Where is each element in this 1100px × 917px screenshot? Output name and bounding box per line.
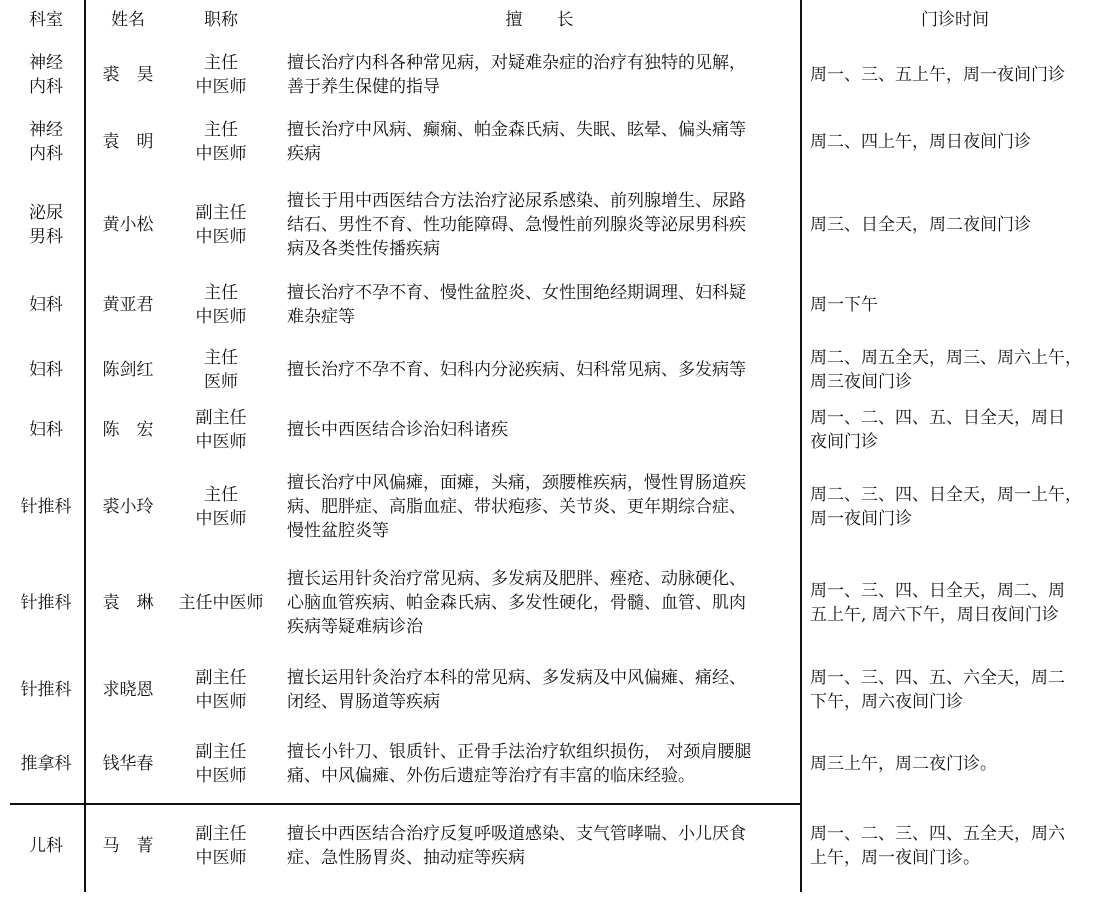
header-title: 职称 bbox=[204, 10, 238, 30]
hours-cell: 周二、四上午，周日夜间门诊 bbox=[810, 132, 1031, 152]
name-cell: 求晓恩 bbox=[102, 680, 154, 700]
title-cell: 主任 中医师 bbox=[195, 283, 247, 327]
specialty-cell: 擅长运用针灸治疗常见病、多发病及肥胖、痤疮、动脉硬化、 心脑血管疾病、帕金森氏病、多发性硬化，骨髓、血管、肌肉 疾病等疑难病诊治 bbox=[287, 569, 746, 637]
dept-cell: 针推科 bbox=[20, 593, 72, 613]
hours-cell: 周一下午 bbox=[810, 295, 878, 315]
name-cell: 裘 昊 bbox=[102, 65, 154, 85]
table-row bbox=[0, 814, 1100, 878]
table-row bbox=[0, 402, 1100, 458]
name-cell: 马 菁 bbox=[102, 836, 154, 856]
table-row bbox=[0, 658, 1100, 722]
title-cell: 主任 中医师 bbox=[195, 485, 247, 529]
header-name: 姓名 bbox=[111, 10, 145, 30]
table-row bbox=[0, 44, 1100, 106]
table-header bbox=[0, 2, 1100, 38]
dept-cell: 针推科 bbox=[20, 680, 72, 700]
hours-cell: 周三、日全天，周二夜间门诊 bbox=[810, 215, 1031, 235]
specialty-cell: 擅长中西医结合治疗反复呼吸道感染、支气管哮喘、小儿厌食 症、急性肠胃炎、抽动症等疾病 bbox=[287, 824, 746, 868]
hours-cell: 周二、三、四、日全天，周一上午， 周一夜间门诊 bbox=[810, 485, 1082, 529]
name-cell: 黄小松 bbox=[102, 215, 154, 235]
specialty-cell: 擅长治疗中风偏瘫，面瘫，头痛，颈腰椎疾病，慢性胃肠道疾 病、肥胖症、高脂血症、带状疱疹、关节炎、更年期综合症、 慢性盆腔炎等 bbox=[287, 473, 746, 541]
dept-cell: 神经 内科 bbox=[29, 120, 63, 164]
specialty-cell: 擅长中西医结合诊治妇科诸疾 bbox=[287, 420, 508, 440]
header-dept: 科室 bbox=[29, 10, 63, 30]
specialty-cell: 擅长治疗内科各种常见病，对疑难杂症的治疗有独特的见解， 善于养生保健的指导 bbox=[287, 53, 746, 97]
name-cell: 陈剑红 bbox=[102, 360, 154, 380]
hours-cell: 周一、三、四、日全天，周二、周 五上午, 周六下午，周日夜间门诊 bbox=[810, 581, 1065, 625]
header-specialty: 擅 长 bbox=[505, 10, 574, 30]
specialty-cell: 擅长治疗中风病、癫痫、帕金森氏病、失眠、眩晕、偏头痛等 疾病 bbox=[287, 120, 746, 164]
hours-cell: 周三上午，周二夜门诊。 bbox=[810, 754, 997, 774]
title-cell: 主任中医师 bbox=[178, 593, 264, 613]
dept-cell: 推拿科 bbox=[20, 754, 72, 774]
dept-cell: 针推科 bbox=[20, 497, 72, 517]
hours-cell: 周一、二、三、四、五全天，周六 上午，周一夜间门诊。 bbox=[810, 824, 1065, 868]
dept-cell: 妇科 bbox=[29, 360, 63, 380]
title-cell: 主任 中医师 bbox=[195, 120, 247, 164]
table-row bbox=[0, 732, 1100, 796]
title-cell: 副主任 中医师 bbox=[195, 824, 247, 868]
specialty-cell: 擅长小针刀、银质针、正骨手法治疗软组织损伤， 对颈肩腰腿 痛、中风偏瘫、外伤后遗症等治疗有丰富的临床经验。 bbox=[287, 742, 752, 786]
specialty-cell: 擅长运用针灸治疗本科的常见病、多发病及中风偏瘫、痛经、 闭经、胃肠道等疾病 bbox=[287, 668, 746, 712]
name-cell: 钱华春 bbox=[102, 754, 154, 774]
name-cell: 裘小玲 bbox=[102, 497, 154, 517]
title-cell: 主任 医师 bbox=[204, 348, 238, 392]
specialty-cell: 擅长治疗不孕不育、慢性盆腔炎、女性围绝经期调理、妇科疑 难杂症等 bbox=[287, 283, 746, 327]
header-hours: 门诊时间 bbox=[921, 10, 989, 30]
hours-cell: 周一、三、五上午，周一夜间门诊 bbox=[810, 65, 1065, 85]
table-row bbox=[0, 110, 1100, 174]
name-cell: 袁 明 bbox=[102, 132, 154, 152]
name-cell: 陈 宏 bbox=[102, 420, 154, 440]
dept-cell: 儿科 bbox=[29, 836, 63, 856]
table-row bbox=[0, 342, 1100, 398]
dept-cell: 妇科 bbox=[29, 420, 63, 440]
dept-cell: 神经 内科 bbox=[29, 53, 63, 97]
table-row bbox=[0, 464, 1100, 550]
title-cell: 副主任 中医师 bbox=[195, 408, 247, 452]
table-row bbox=[0, 274, 1100, 336]
specialty-cell: 擅长于用中西医结合方法治疗泌尿系感染、前列腺增生、尿路 结石、男性不育、性功能障碍、急慢性前列腺炎等泌尿男科疾 病及各类性传播疾病 bbox=[287, 191, 746, 259]
name-cell: 袁 琳 bbox=[102, 593, 154, 613]
specialty-cell: 擅长治疗不孕不育、妇科内分泌疾病、妇科常见病、多发病等 bbox=[287, 360, 746, 380]
hours-cell: 周一、二、四、五、日全天，周日 夜间门诊 bbox=[810, 408, 1065, 452]
hours-cell: 周一、三、四、五、六全天，周二 下午，周六夜间门诊 bbox=[810, 668, 1065, 712]
name-cell: 黄亚君 bbox=[102, 295, 154, 315]
dept-cell: 妇科 bbox=[29, 295, 63, 315]
row-divider bbox=[10, 803, 800, 805]
table-row bbox=[0, 560, 1100, 646]
title-cell: 副主任 中医师 bbox=[195, 668, 247, 712]
hours-cell: 周二、周五全天，周三、周六上午， 周三夜间门诊 bbox=[810, 348, 1082, 392]
table-row bbox=[0, 180, 1100, 270]
title-cell: 副主任 中医师 bbox=[195, 203, 247, 247]
dept-cell: 泌尿 男科 bbox=[29, 203, 63, 247]
title-cell: 主任 中医师 bbox=[195, 53, 247, 97]
title-cell: 副主任 中医师 bbox=[195, 742, 247, 786]
